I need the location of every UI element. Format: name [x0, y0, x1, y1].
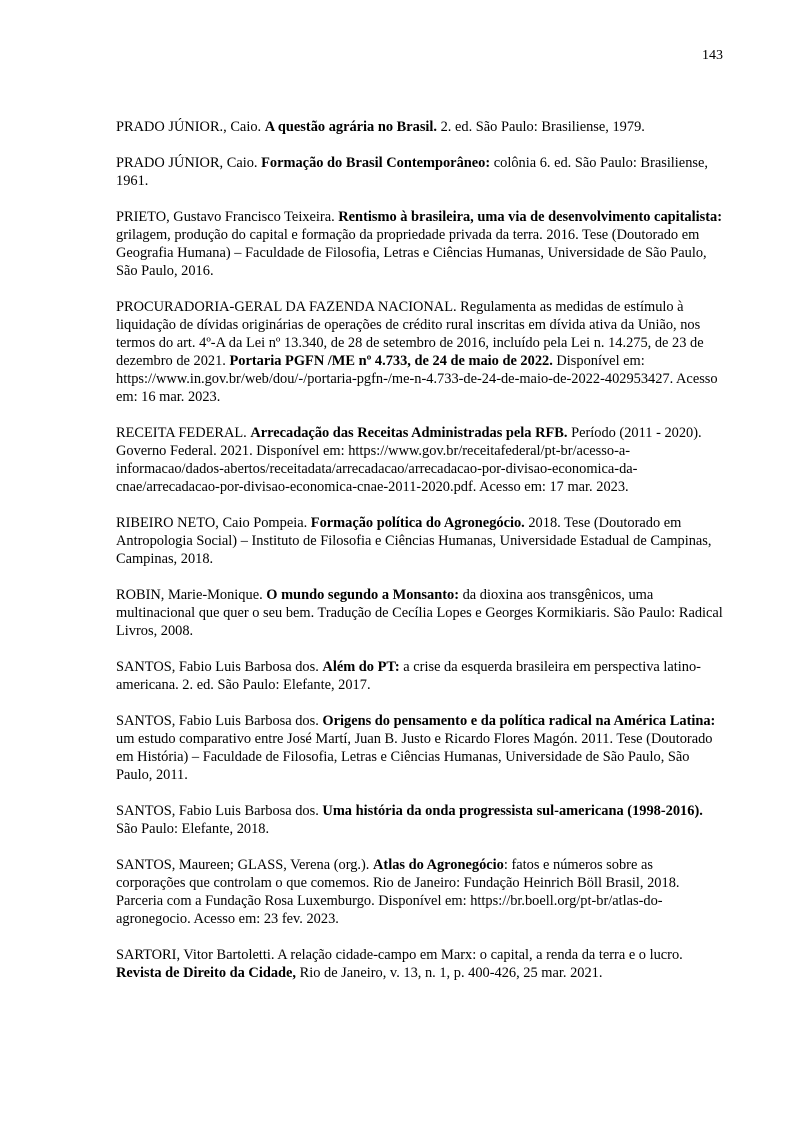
- reference-text: SARTORI, Vitor Bartoletti. A relação cidade-campo em Marx: o capital, a renda da terra e o lucro.: [116, 947, 683, 963]
- reference-text: um estudo comparativo entre José Martí, Juan B. Justo e Ricardo Flores Magón. 2011. Tese (Doutorado em História) – Faculdade de Filosofia, Letras e Ciências Humanas, Universidade de São Paulo, São Paulo, 2011.: [116, 731, 713, 783]
- reference-entry: [116, 712, 724, 784]
- reference-entry: [116, 154, 724, 190]
- reference-title: O mundo segundo a Monsanto:: [266, 587, 460, 603]
- reference-text: ROBIN, Marie-Monique.: [116, 587, 267, 603]
- reference-text: grilagem, produção do capital e formação da propriedade privada da terra. 2016. Tese (Doutorado em Geografia Humana) – Faculdade de Filosofia, Letras e Ciências Humanas, Universidade de São Paulo, São Paulo, 2016.: [116, 227, 707, 279]
- reference-text: PROCURADORIA-GERAL DA FAZENDA NACIONAL. Regulamenta as medidas de estímulo à liquidação de dívidas originárias de operações de crédito rural inscritas em dívida ativa da União, nos termos do art. 4º-A da Lei nº 13.340, de 28 de setembro de 2016, incluído pela Lei n. 14.275, de 23 de dezembro de 2021.: [116, 299, 704, 369]
- reference-text: Rio de Janeiro, v. 13, n. 1, p. 400-426, 25 mar. 2021.: [296, 965, 603, 981]
- reference-entry: [116, 118, 724, 136]
- reference-list: [116, 118, 724, 1000]
- reference-text: RECEITA FEDERAL.: [116, 425, 251, 441]
- reference-text: PRADO JÚNIOR., Caio.: [116, 119, 265, 135]
- reference-text: RIBEIRO NETO, Caio Pompeia.: [116, 515, 311, 531]
- reference-title: Rentismo à brasileira, uma via de desenvolvimento capitalista:: [338, 209, 723, 225]
- reference-text: SANTOS, Fabio Luis Barbosa dos.: [116, 713, 323, 729]
- reference-text: SANTOS, Fabio Luis Barbosa dos.: [116, 803, 323, 819]
- reference-title: Revista de Direito da Cidade,: [116, 965, 297, 981]
- reference-text: a crise da esquerda brasileira em perspectiva latino-americana. 2. ed. São Paulo: Elefante, 2017.: [116, 659, 701, 693]
- reference-text: Disponível em: https://www.in.gov.br/web/dou/-/portaria-pgfn-/me-n-4.733-de-24-de-maio-de-2022-402953427. Acesso em: 16 mar. 2023.: [116, 353, 718, 405]
- reference-text: SANTOS, Maureen; GLASS, Verena (org.).: [116, 857, 374, 873]
- reference-text: colônia 6. ed. São Paulo: Brasiliense, 1961.: [116, 155, 708, 189]
- page-number: 143: [702, 48, 723, 63]
- reference-entry: [116, 298, 724, 406]
- reference-entry: [116, 856, 724, 928]
- reference-title: Além do PT:: [322, 659, 400, 675]
- reference-title: Formação do Brasil Contemporâneo:: [261, 155, 491, 171]
- reference-entry: [116, 946, 724, 982]
- reference-text: : fatos e números sobre as corporações que controlam o que comemos. Rio de Janeiro: Fundação Heinrich Böll Brasil, 2018. Parceria com a Fundação Rosa Luxemburgo. Disponível em: https://br.boell.org/pt-br/atlas-do-agronegocio. Acesso em: 23 fev. 2023.: [116, 857, 680, 927]
- reference-text: da dioxina aos transgênicos, uma multinacional que quer o seu bem. Tradução de Cecília Lopes e Georges Kormikiaris. São Paulo: Radical Livros, 2008.: [116, 587, 723, 639]
- reference-text: São Paulo: Elefante, 2018.: [116, 821, 270, 837]
- reference-title: Arrecadação das Receitas Administradas pela RFB.: [250, 425, 568, 441]
- reference-entry: [116, 586, 724, 640]
- reference-entry: [116, 802, 724, 838]
- reference-entry: [116, 658, 724, 694]
- reference-text: Período (2011 - 2020). Governo Federal. 2021. Disponível em: https://www.gov.br/receitafederal/pt-br/acesso-a-informacao/dados-abertos/receitadata/arrecadacao/arrecadacao-por-divisao-economica-da-cnae/arrecadacao-por-divisao-economica-cnae-2011-2020.pdf. Acesso em: 17 mar. 2023.: [116, 425, 702, 495]
- reference-text: SANTOS, Fabio Luis Barbosa dos.: [116, 659, 323, 675]
- reference-text: 2. ed. São Paulo: Brasiliense, 1979.: [437, 119, 645, 135]
- reference-title: Atlas do Agronegócio: [373, 857, 504, 873]
- reference-title: Portaria PGFN /ME nº 4.733, de 24 de maio de 2022.: [229, 353, 553, 369]
- reference-text: 2018. Tese (Doutorado em Antropologia Social) – Instituto de Filosofia e Ciências Humanas, Universidade Estadual de Campinas, Campinas, 2018.: [116, 515, 712, 567]
- reference-title: A questão agrária no Brasil.: [264, 119, 438, 135]
- reference-title: Formação política do Agronegócio.: [310, 515, 525, 531]
- reference-title: Uma história da onda progressista sul-americana (1998-2016).: [322, 803, 703, 819]
- reference-entry: [116, 208, 724, 280]
- reference-entry: [116, 424, 724, 496]
- reference-text: PRADO JÚNIOR, Caio.: [116, 155, 262, 171]
- reference-text: PRIETO, Gustavo Francisco Teixeira.: [116, 209, 339, 225]
- reference-title: Origens do pensamento e da política radical na América Latina:: [322, 713, 716, 729]
- reference-entry: [116, 514, 724, 568]
